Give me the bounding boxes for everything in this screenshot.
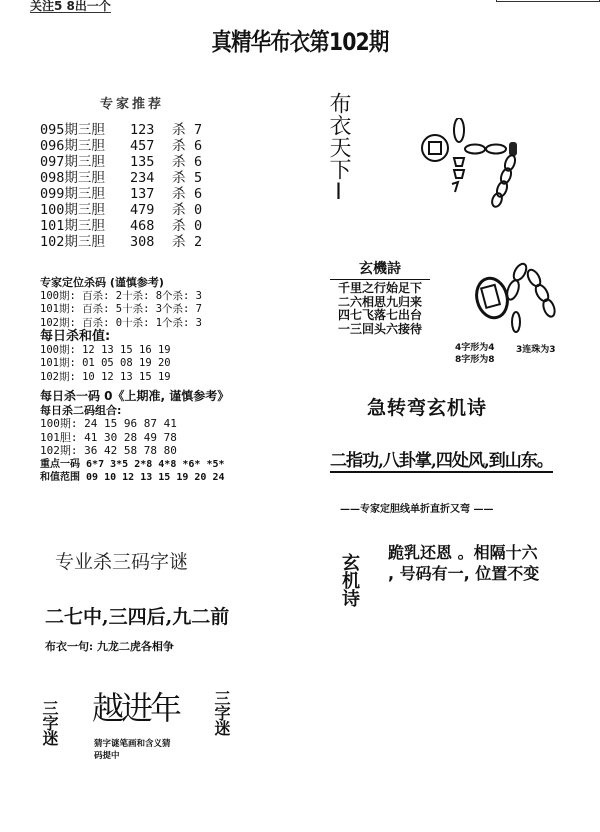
daily-kill-one-title: 每日杀一码 0《上期准, 谨慎参考》	[40, 389, 230, 403]
riddle-big-word: 越进年	[92, 689, 180, 727]
top-note: 关注5 8出一个	[30, 0, 111, 13]
xuanji-shi-vertical-label: 玄机诗	[339, 553, 360, 607]
buyi-tianxia-vertical: 布衣天下I	[326, 92, 351, 205]
table-row: 097期三胆 135 杀 6	[40, 154, 203, 170]
corner-frame	[496, 0, 600, 2]
page-title: 真精华布衣第102期	[211, 28, 389, 56]
table-row: 102期三胆 308 杀 2	[40, 234, 203, 250]
expert-picks-table	[40, 122, 214, 250]
list-item: 100期: 百杀: 2十杀: 8个杀: 3	[40, 289, 203, 302]
bead-chain-figure-icon	[470, 260, 560, 344]
sharp-turn-poem-title: 急转弯玄机诗	[367, 397, 488, 419]
list-item: 102期: 36 42 58 78 80	[40, 444, 177, 457]
table-row: 098期三胆 234 杀 5	[40, 170, 203, 186]
list-item: 102期: 10 12 13 15 19	[40, 370, 171, 383]
xuanji-poem-lines: 千里之行始足下 二六相思九归来 四七飞落七出台 一三回头六接待	[337, 281, 422, 336]
sharp-turn-poem-line: 二指功,八卦掌,四处风,到山东。	[330, 446, 553, 473]
table-row: 099期三胆 137 杀 6	[40, 186, 203, 202]
riddle-title: 专业杀三码字谜	[55, 551, 189, 573]
daily-kill-two-title: 每日杀二码组合:	[40, 403, 122, 417]
riddle-answer: 二七中,三四后,九二前	[45, 606, 230, 628]
list-item: 102期: 百杀: 0十杀: 1个杀: 3	[40, 316, 203, 329]
position-kill-title: 专家定位杀码 (谨慎参考)	[40, 276, 164, 289]
xuanji-poem-title: 玄機詩	[330, 258, 430, 280]
three-char-label-right: 三字迷	[212, 690, 231, 735]
list-item: 101期: 01 05 08 19 20	[40, 357, 171, 369]
daily-sum-title: 每日杀和值:	[40, 329, 111, 344]
list-item: 100期: 24 15 96 87 41	[40, 417, 177, 430]
coin-bead-figure-icon	[420, 118, 530, 212]
bead-legend-right: 3连珠为3	[516, 345, 556, 355]
list-item: 100期: 12 13 15 16 19	[40, 343, 171, 356]
position-kill-block	[40, 276, 202, 384]
expert-picks-title: 专家推荐	[100, 97, 165, 112]
xuanji-shi-text: 跪乳还恩 。相隔十六 , 号码有一, 位置不变	[388, 543, 540, 583]
table-row: 096期三胆 457 杀 6	[40, 138, 203, 154]
key-codes-row: 重点一码 6*7 3*5 2*8 4*8 *6* *5*	[40, 458, 225, 470]
list-item: 101期: 百杀: 5十杀: 3个杀: 7	[40, 303, 203, 315]
three-char-label-left: 三字迷	[40, 700, 59, 745]
table-row: 101期三胆 468 杀 0	[40, 218, 203, 234]
xuanji-poem-box	[330, 258, 430, 336]
sum-range-row: 和值范围 09 10 12 13 15 19 20 24	[40, 472, 225, 483]
bead-legend-left: 4字形为4 8字形为8	[455, 343, 495, 365]
expert-line: ——专家定胆线单折直折又弯 ——	[340, 504, 494, 515]
list-item: 101胆: 41 30 28 49 78	[40, 430, 177, 444]
table-row: 095期三胆 123 杀 7	[40, 122, 203, 138]
daily-kill-block	[40, 390, 229, 485]
riddle-hint: 猜字谜笔画和含义猜码提中	[94, 739, 171, 761]
buyi-line: 布衣一句: 九龙二虎各相争	[45, 640, 174, 653]
table-row: 100期三胆 479 杀 0	[40, 202, 203, 218]
